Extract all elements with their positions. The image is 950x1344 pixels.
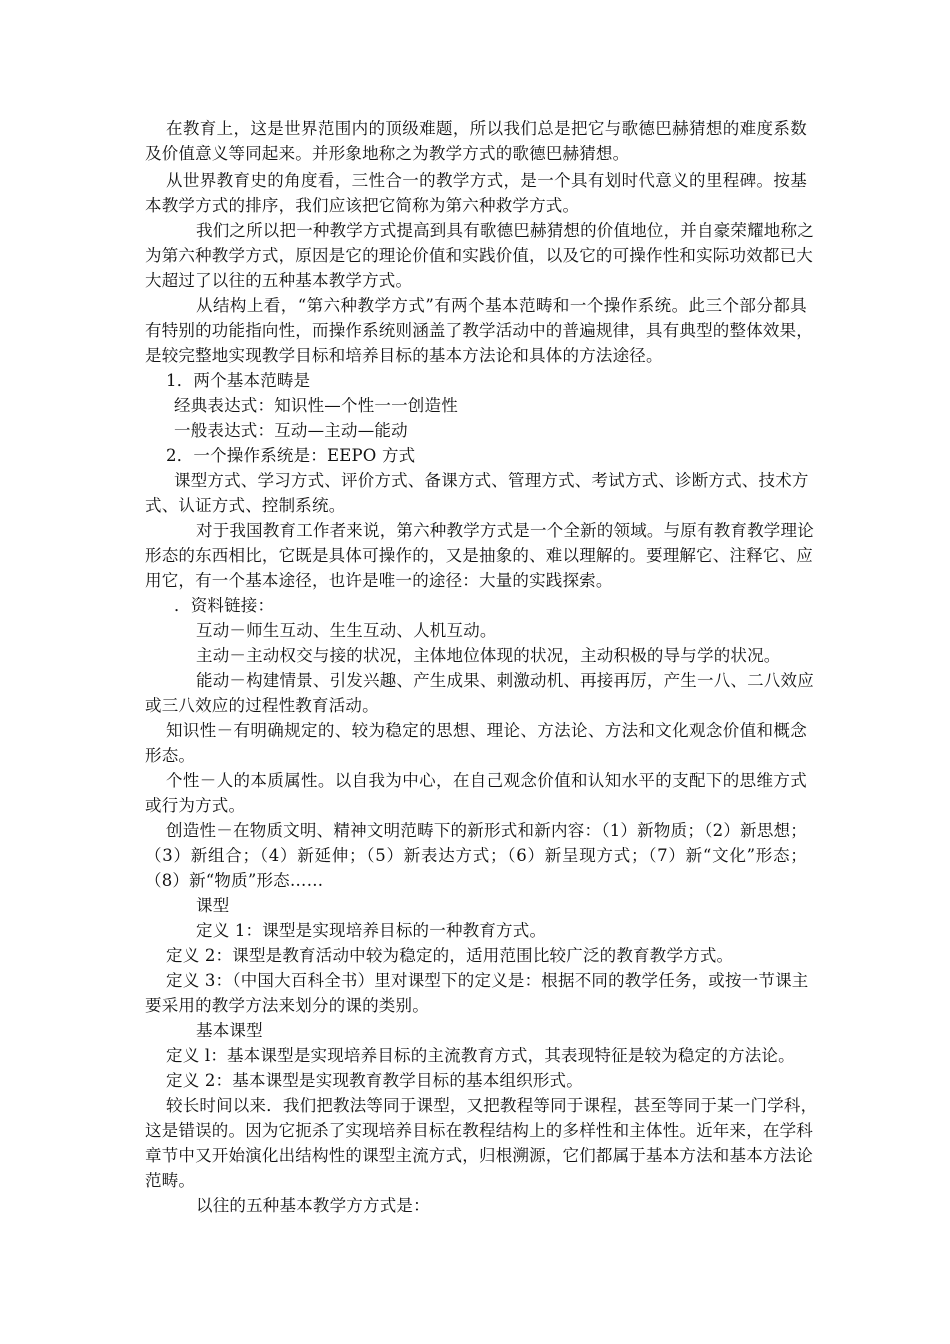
text-line: 较长时间以来．我们把教法等同于课型，又把教程等同于课程，甚至等同于某一门学科， <box>166 1096 818 1115</box>
text-line: 用它，有一个基本途径，也许是唯一的途径：大量的实践探索。 <box>145 571 613 590</box>
text-line: 范畴。 <box>145 1171 196 1190</box>
text-line: 本教学方式的排序，我们应该把它简称为第六种救学方式。 <box>145 196 580 215</box>
text-line: 在教育上，这是世界范围内的顶级难题，所以我们总是把它与歌德巴赫猜想的难度系数 <box>166 119 807 138</box>
text-line: 我们之所以把一种教学方式提高到具有歌德巴赫猜想的价值地位，并自豪荣耀地称之 <box>196 221 814 240</box>
text-line: 定义 1：课型是实现培养目标的一种教育方式。 <box>196 921 547 940</box>
text-line: 式、认证方式、控制系统。 <box>145 496 346 515</box>
text-line: 或行为方式。 <box>145 796 246 815</box>
text-line: 要采用的教学方法来划分的课的类别。 <box>145 996 429 1015</box>
text-line: 创造性－在物质文明、精神文明范畴下的新形式和新内容：（1）新物质；（2）新思想； <box>166 821 807 840</box>
text-line: 从世界教育史的角度看，三性合一的教学方式，是一个具有划时代意义的里程碑。按基 <box>166 171 807 190</box>
text-line: 这是错误的。因为它扼杀了实现培养目标在教程结构上的多样性和主体性。近年来，在学科 <box>145 1121 813 1140</box>
text-line: 为第六种教学方式，原因是它的理论价值和实践价值，以及它的可操作性和实际功效都已大 <box>145 246 813 265</box>
text-line: 个性－人的本质属性。以自我为中心，在自己观念价值和认知水平的支配下的思维方式 <box>166 771 807 790</box>
text-line: 或三八效应的过程性教育活动。 <box>145 696 379 715</box>
text-line: 一般表达式：互动—主动—能动 <box>174 421 408 440</box>
text-line: 章节中又开始演化出结构性的课型主流方式，归根溯源，它们都属于基本方法和基本方法论 <box>145 1146 813 1165</box>
text-line: 形态的东西相比，它既是具体可操作的，又是抽象的、难以理解的。要理解它、注释它、应 <box>145 546 813 565</box>
text-line: 及价值意义等同起来。并形象地称之为教学方式的歌德巴赫猜想。 <box>145 144 630 163</box>
text-line: 1．两个基本范畴是 <box>166 371 311 390</box>
text-line: 知识性－有明确规定的、较为稳定的思想、理论、方法论、方法和文化观念价值和概念 <box>166 721 807 740</box>
text-line: 2．一个操作系统是：EEPO 方式 <box>166 446 416 465</box>
text-line: 能动－构建情景、引发兴趣、产生成果、刺激动机、再接再厉，产生一八、二八效应 <box>196 671 814 690</box>
text-line: 定义 2：课型是教育活动中较为稳定的，适用范围比较广泛的教育教学方式。 <box>166 946 734 965</box>
text-line: 定义 2：基本课型是实现教育教学目标的基本组织形式。 <box>166 1071 583 1090</box>
text-line: （3）新组合；（4）新延伸；（5）新表达方式；（6）新呈现方式；（7）新“文化”形态； <box>145 846 807 865</box>
text-line: 定义 3：（中国大百科全书）里对课型下的定义是：根据不同的教学任务，或按一节课主 <box>166 971 809 990</box>
section-heading: 基本课型 <box>196 1021 263 1040</box>
text-line: 有特别的功能指向性，而操作系统则涵盖了教学活动中的普遍规律，具有典型的整体效果， <box>145 321 813 340</box>
text-line: 互动－师生互动、生生互动、人机互动。 <box>196 621 497 640</box>
text-line: 形态。 <box>145 746 196 765</box>
text-line: 课型方式、学习方式、评价方式、备课方式、管理方式、考试方式、诊断方式、技术方 <box>174 471 809 490</box>
text-line: 从结构上看，“第六种教学方式”有两个基本范畴和一个操作系统。此三个部分都具 <box>196 296 807 315</box>
text-line: 对于我国教育工作者来说，第六种教学方式是一个全新的领域。与原有教育教学理论 <box>196 521 814 540</box>
section-heading: 课型 <box>196 896 230 915</box>
text-line: （8）新“物质”形态…… <box>145 871 324 890</box>
text-line: 大超过了以往的五种基本教学方式。 <box>145 271 413 290</box>
text-line: 主动－主动权交与接的状况，主体地位体现的状况，主动积极的导与学的状况。 <box>196 646 781 665</box>
text-line: 是较完整地实现教学目标和培养目标的基本方法论和具体的方法途径。 <box>145 346 663 365</box>
text-line: 定义 l：基本课型是实现培养目标的主流教育方式，其表现特征是较为稳定的方法论。 <box>166 1046 795 1065</box>
text-line: 以往的五种基本教学方方式是： <box>196 1196 430 1215</box>
text-line: 经典表达式：知识性—个性一一创造性 <box>174 396 458 415</box>
text-line: ．资料链接： <box>174 596 275 615</box>
